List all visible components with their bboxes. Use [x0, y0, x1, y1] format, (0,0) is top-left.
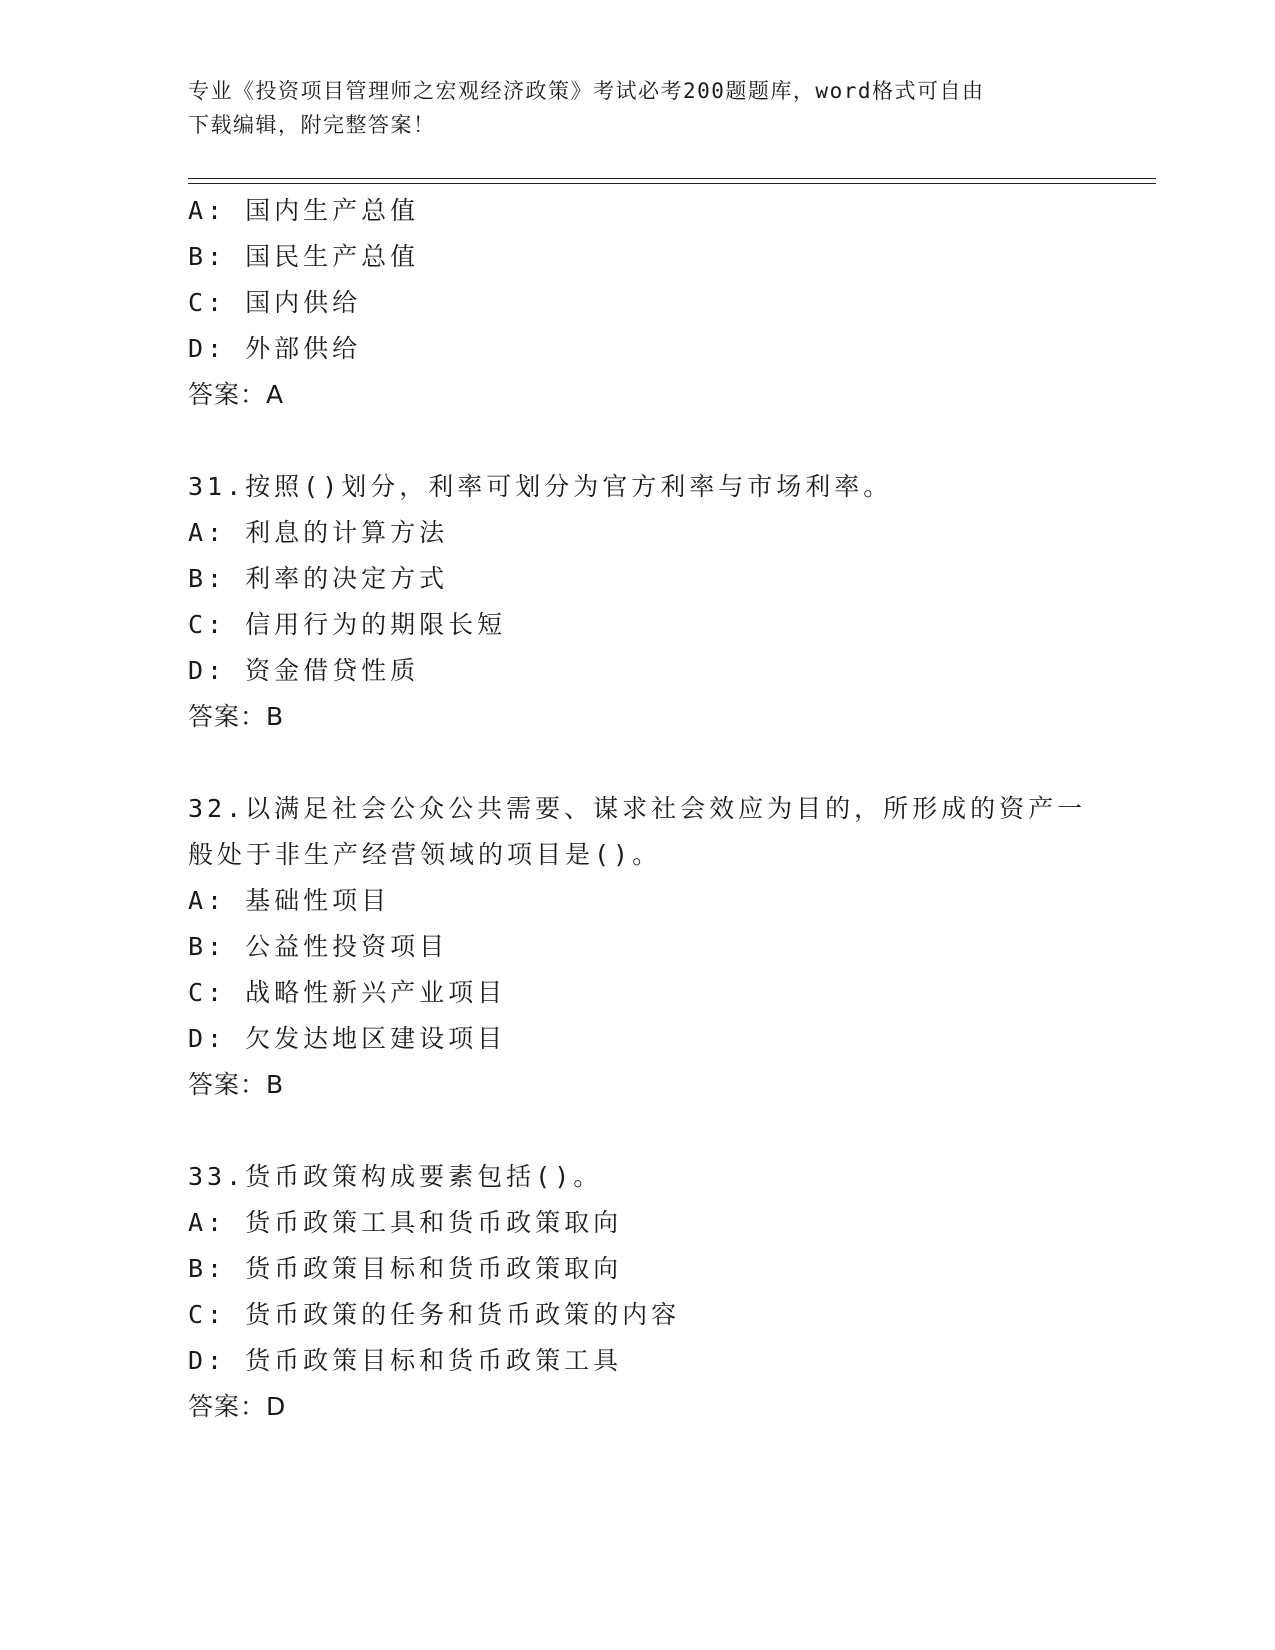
question-text-line-2: 般处于非生产经营领域的项目是()。 [188, 840, 662, 869]
option-b: B: 货币政策目标和货币政策取向 [188, 1254, 623, 1283]
question-block-30 [188, 188, 1088, 418]
answer-line: 答案：A [188, 380, 285, 409]
question-block-31 [188, 464, 1088, 740]
option-c: C: 国内供给 [188, 288, 362, 317]
option-c: C: 货币政策的任务和货币政策的内容 [188, 1300, 681, 1329]
option-a: A: 利息的计算方法 [188, 518, 449, 547]
option-d: D: 欠发达地区建设项目 [188, 1024, 507, 1053]
option-d: D: 资金借贷性质 [188, 656, 420, 685]
question-block-33 [188, 1154, 1088, 1430]
header-line-2: 下载编辑，附完整答案！ [188, 113, 436, 137]
block-gap [188, 1108, 1088, 1154]
question-text: 33.货币政策构成要素包括()。 [188, 1162, 603, 1191]
option-d: D: 外部供给 [188, 334, 362, 363]
header-line-1: 专业《投资项目管理师之宏观经济政策》考试必考200题题库，word格式可自由 [188, 79, 985, 103]
answer-line: 答案：D [188, 1392, 287, 1421]
option-c: C: 信用行为的期限长短 [188, 610, 507, 639]
document-header [188, 74, 1088, 142]
option-d: D: 货币政策目标和货币政策工具 [188, 1346, 623, 1375]
block-gap [188, 418, 1088, 464]
option-c: C: 战略性新兴产业项目 [188, 978, 507, 1007]
option-b: B: 公益性投资项目 [188, 932, 449, 961]
block-gap [188, 740, 1088, 786]
option-b: B: 国民生产总值 [188, 242, 420, 271]
option-a: A: 货币政策工具和货币政策取向 [188, 1208, 623, 1237]
option-b: B: 利率的决定方式 [188, 564, 449, 593]
question-block-32 [188, 786, 1088, 1108]
header-divider [188, 178, 1156, 184]
answer-line: 答案：B [188, 1070, 285, 1099]
option-a: A: 国内生产总值 [188, 196, 420, 225]
answer-line: 答案：B [188, 702, 285, 731]
question-list [188, 188, 1088, 1430]
option-a: A: 基础性项目 [188, 886, 391, 915]
question-text: 31.按照()划分，利率可划分为官方利率与市场利率。 [188, 472, 893, 501]
question-text-line-1: 32.以满足社会公众公共需要、谋求社会效应为目的，所形成的资产一 [188, 794, 1087, 823]
